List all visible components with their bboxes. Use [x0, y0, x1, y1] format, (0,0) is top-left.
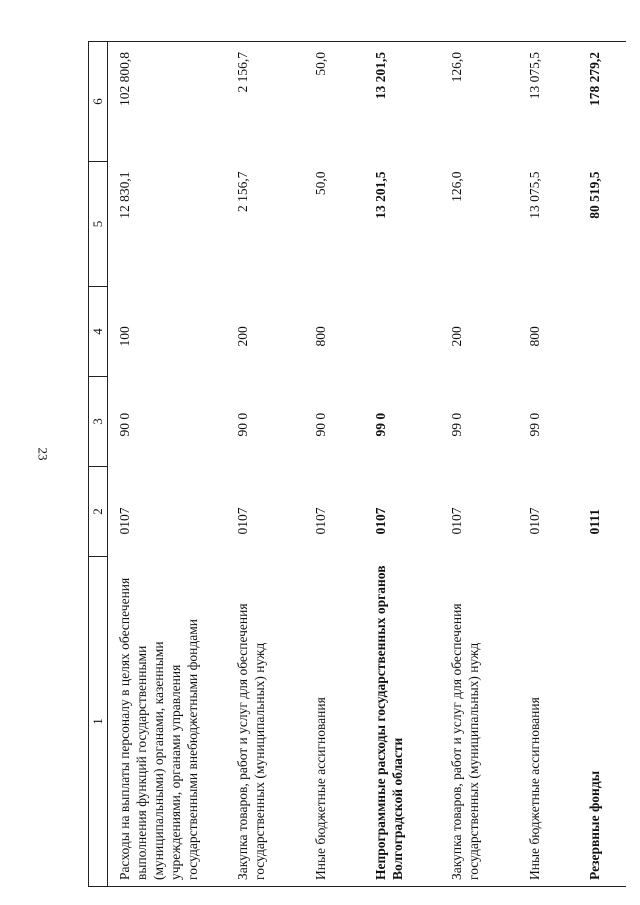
row-amount-5: 80 519,5 [587, 171, 602, 219]
table-row [364, 42, 440, 887]
row-section: 0107 [527, 507, 542, 535]
header-col-1: 1 [89, 557, 108, 887]
budget-table [88, 41, 626, 887]
row-program: 99 0 [527, 412, 542, 437]
row-amount-5: 13 201,5 [373, 171, 388, 219]
row-amount-5: 50,0 [313, 171, 328, 196]
table-row [108, 42, 227, 887]
rotated-page [88, 42, 618, 887]
row-amount-6: 13 201,5 [364, 42, 440, 162]
header-col-5: 5 [89, 162, 108, 287]
row-amount-5: 126,0 [449, 171, 464, 202]
row-program [578, 377, 626, 467]
table-row [518, 42, 578, 887]
row-program: 90 0 [313, 412, 328, 437]
table-row [440, 42, 518, 887]
header-col-6: 6 [89, 42, 108, 162]
row-amount-5: 12 830,1 [117, 171, 132, 219]
row-program: 90 0 [235, 412, 250, 437]
row-amount-6: 50,0 [304, 42, 364, 162]
header-col-4: 4 [89, 287, 108, 377]
table-container [88, 42, 618, 887]
header-col-3: 3 [89, 377, 108, 467]
row-section: 0107 [235, 507, 250, 535]
header-col-2: 2 [89, 467, 108, 557]
row-program: 99 0 [449, 412, 464, 437]
table-row [304, 42, 364, 887]
row-amount-5: 2 156,7 [235, 171, 250, 212]
row-type: 100 [117, 326, 132, 347]
table-row [226, 42, 304, 887]
table-row [578, 42, 626, 887]
row-amount-6: 178 279,2 [578, 42, 626, 162]
row-amount-6: 2 156,7 [226, 42, 304, 162]
row-name: Иные бюджетные ассигнования [304, 557, 364, 887]
row-section: 0107 [313, 507, 328, 535]
row-section: 0107 [117, 507, 132, 535]
row-program: 90 0 [117, 412, 132, 437]
row-name: Иные бюджетные ассигнования [518, 557, 578, 887]
row-name: Непрограммные расходы государственных органов Волгоградской области [364, 557, 440, 887]
row-type [364, 287, 440, 377]
row-type: 200 [449, 326, 464, 347]
row-amount-6: 13 075,5 [518, 42, 578, 162]
header-row [89, 42, 108, 887]
row-amount-6: 102 800,8 [108, 42, 227, 162]
row-name: Расходы на выплаты персоналу в целях обеспечения выполнения функций государственными (муниципальными) органами, казенными учреждениями, органами управления государственными внебюджетными фондами [108, 557, 227, 887]
row-name: Закупка товаров, работ и услуг для обеспечения государственных (муниципальных) нужд [440, 557, 518, 887]
row-name: Закупка товаров, работ и услуг для обеспечения государственных (муниципальных) нужд [226, 557, 304, 887]
row-type: 200 [235, 326, 250, 347]
row-amount-6: 126,0 [440, 42, 518, 162]
row-amount-5: 13 075,5 [527, 171, 542, 219]
row-type [578, 287, 626, 377]
row-name: Резервные фонды [578, 557, 626, 887]
row-program: 99 0 [373, 412, 388, 437]
row-type: 800 [313, 326, 328, 347]
row-section: 0107 [373, 507, 388, 535]
row-section: 0111 [587, 508, 602, 535]
row-section: 0107 [449, 507, 464, 535]
page-number: 23 [35, 447, 51, 461]
row-type: 800 [527, 326, 542, 347]
